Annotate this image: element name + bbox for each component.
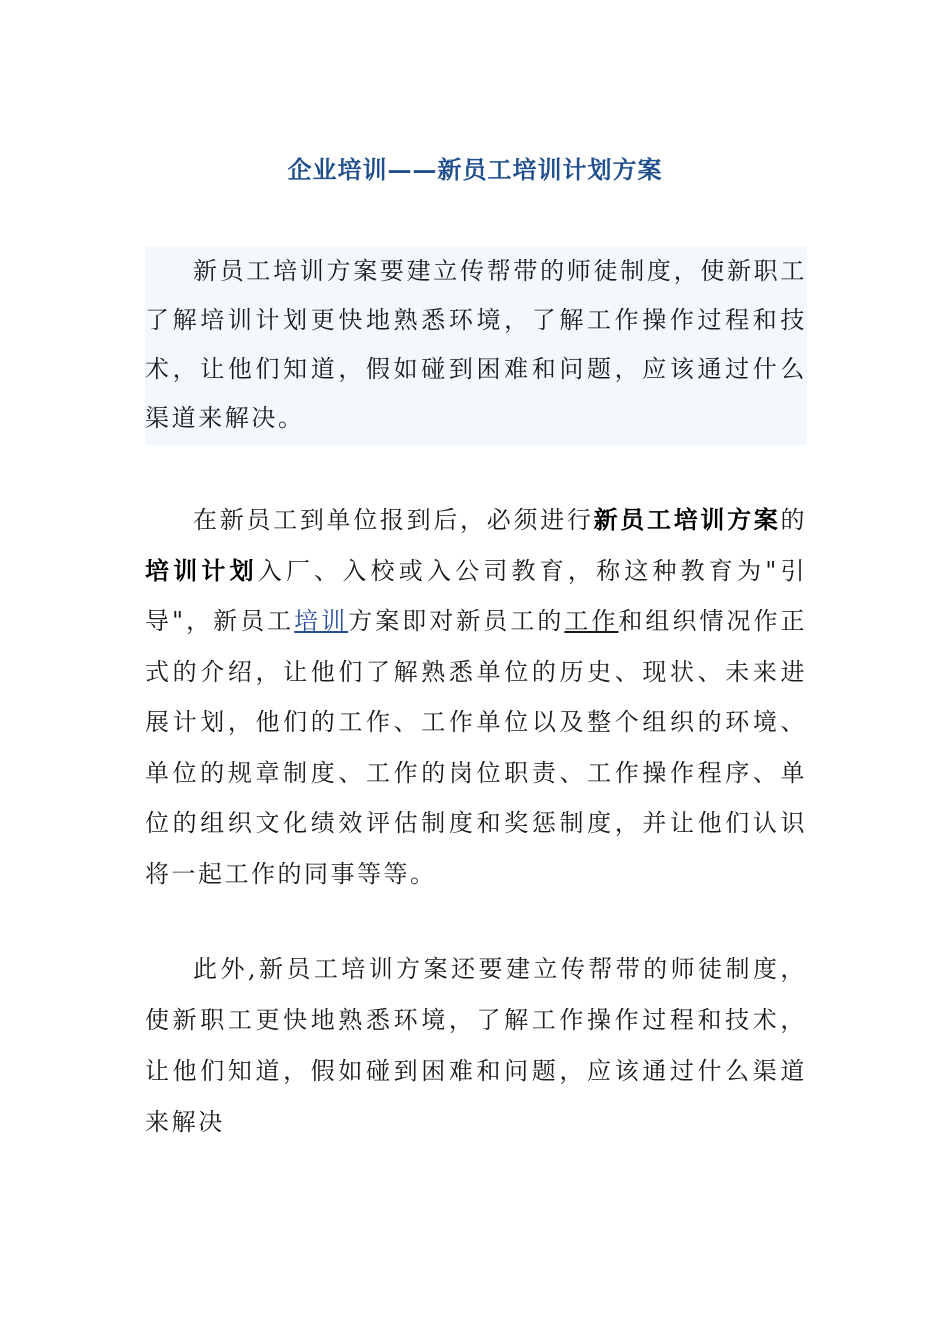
body-paragraph — [145, 495, 807, 899]
document-title: 企业培训——新员工培训计划方案 — [287, 155, 663, 184]
closing-paragraph: 此外,新员工培训方案还要建立传帮带的师徒制度，使新职工更快地熟悉环境，了解工作操作过程和技术，让他们知道，假如碰到困难和问题，应该通过什么渠道来解决 — [145, 955, 807, 1136]
intro-paragraph-highlighted: 新员工培训方案要建立传帮带的师徒制度，使新职工了解培训计划更快地熟悉环境，了解工作操作过程和技术，让他们知道，假如碰到困难和问题，应该通过什么渠道来解决。 — [145, 246, 807, 445]
training-link[interactable]: 培训 — [294, 607, 349, 635]
paragraph-text: 的 — [780, 506, 808, 534]
paragraph-text: 在新员工到单位报到后，必须进行 — [193, 506, 594, 534]
bold-keyword: 新员工培训方案 — [593, 505, 781, 534]
paragraph-text: 和组织情况作正式的介绍，让他们了解熟悉单位的历史、现状、未来进展计划，他们的工作、工作单位以及整个组织的环境、单位的规章制度、工作的岗位职责、工作操作程序、单位的组织文化绩效评估制度和奖惩制度，并让他们认识将一起工作的同事等等。 — [145, 607, 808, 888]
work-link[interactable]: 工作 — [564, 607, 619, 635]
paragraph-text: 方案即对新员工的 — [348, 607, 565, 635]
paragraph-text: 入厂、入校或入公司教育，称这种教育为"引导"，新员工 — [145, 556, 807, 635]
bold-keyword: 培训计划 — [145, 555, 258, 585]
